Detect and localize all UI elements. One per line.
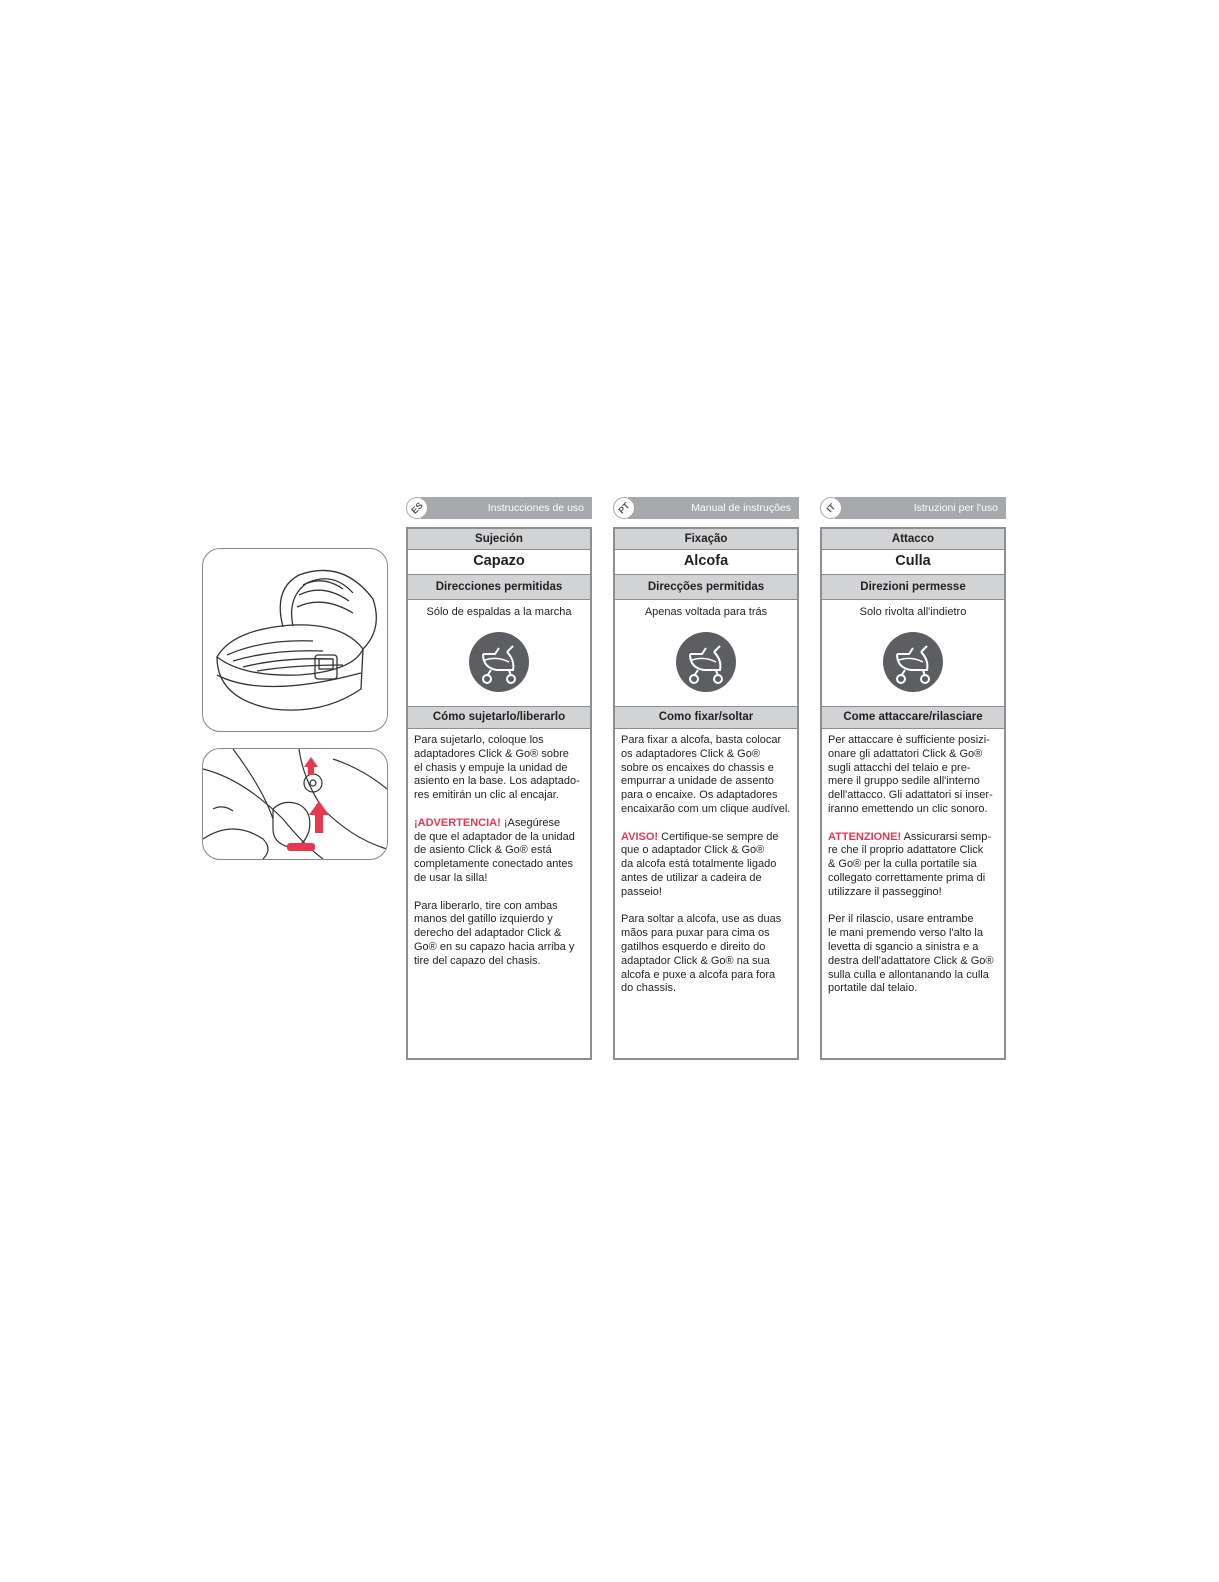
column-es	[406, 497, 592, 1060]
warning-paragraph	[828, 831, 999, 900]
column-it	[820, 497, 1006, 1060]
attach-paragraph: Para sujetarlo, coloque los adaptadores Click & Go® sobre el chasis y empuje la unidad de asiento en la base. Los adaptado- res emitirán un clic al encajar.	[414, 734, 580, 802]
section-header: Attacco	[822, 529, 1004, 550]
instruction-body	[615, 729, 797, 996]
instruction-box	[406, 527, 592, 1060]
directions-header: Direzioni permesse	[822, 575, 1004, 600]
direction-text: Sólo de espaldas a la marcha	[426, 606, 572, 618]
instruction-box	[820, 527, 1006, 1060]
product-title: Capazo	[408, 550, 590, 575]
direction-text: Solo rivolta all'indietro	[859, 606, 967, 618]
carrycot-illustration	[202, 548, 388, 732]
language-tab-title: Manual de instruções	[691, 502, 791, 514]
direction-text: Apenas voltada para trás	[644, 606, 768, 618]
section-header: Sujeción	[408, 529, 590, 550]
language-code-badge: IT	[815, 492, 846, 523]
instruction-body	[408, 729, 590, 969]
directions-box	[822, 600, 1004, 707]
language-code-badge: PT	[608, 492, 639, 523]
warning-text: ¡Asegúrese de que el adaptador de la unidad de asiento Click & Go® está completamente conectado antes de usar la silla!	[414, 816, 575, 884]
language-tab	[406, 497, 592, 519]
language-tab-title: Istruzioni per l'uso	[913, 502, 998, 514]
directions-box	[408, 600, 590, 707]
instruction-body	[822, 729, 1004, 996]
directions-header: Direcções permitidas	[615, 575, 797, 600]
warning-text: Assicurarsi semp- re che il proprio adattatore Click & Go® per la culla portatile sia collegato correttamente prima di utilizzare il passeggino!	[828, 830, 991, 898]
section-header: Fixação	[615, 529, 797, 550]
adapter-illustration	[202, 748, 388, 860]
rear-facing-stroller-icon	[883, 632, 943, 692]
product-title: Alcofa	[615, 550, 797, 575]
column-pt	[613, 497, 799, 1060]
carrycot-icon	[203, 549, 387, 731]
warning-paragraph	[621, 831, 792, 900]
language-tab	[820, 497, 1006, 519]
attach-paragraph: Per attaccare è sufficiente posizi- onare gli adattatori Click & Go® sugli attacchi del telaio e pre- mere il gruppo sedile all'interno dell'attacco. Gli adattatori si inser- iranno emettendo un clic sonoro.	[828, 734, 993, 815]
instruction-box	[613, 527, 799, 1060]
release-paragraph: Para soltar a alcofa, use as duas mãos para puxar para cima os gatilhos esquerdo e direito do adaptador Click & Go® na sua alcofa e puxe a alcofa para fora do chassis.	[621, 913, 782, 995]
rear-facing-stroller-icon	[469, 632, 529, 692]
warning-text: Certifique-se sempre de que o adaptador Click & Go® da alcofa está totalmente ligado antes de utilizar a cadeira de passeio!	[621, 830, 779, 898]
rear-facing-stroller-icon	[676, 632, 736, 692]
directions-box	[615, 600, 797, 707]
warning-label: AVISO!	[621, 830, 659, 843]
warning-label: ¡ADVERTENCIA!	[414, 816, 501, 829]
attach-paragraph: Para fixar a alcofa, basta colocar os adaptadores Click & Go® sobre os encaixes do chassis e empurrar a unidade de assento para o encaixe. Os adaptadores encaixarão com um clique audível.	[621, 734, 791, 815]
howto-header: Como fixar/soltar	[615, 707, 797, 729]
release-paragraph: Per il rilascio, usare entrambe le mani premendo verso l'alto la levetta di sgancio a sinistra e a destra dell'adattatore Click & Go® sulla culla e allontanando la culla portatile dal telaio.	[828, 913, 994, 995]
language-code-badge: ES	[401, 492, 432, 523]
warning-label: ATTENZIONE!	[828, 830, 902, 843]
warning-paragraph	[414, 817, 585, 886]
product-title: Culla	[822, 550, 1004, 575]
howto-header: Cómo sujetarlo/liberarlo	[408, 707, 590, 729]
release-paragraph: Para liberarlo, tire con ambas manos del gatillo izquierdo y derecho del adaptador Click & Go® en su capazo hacia arriba y tire del capazo del chasis.	[414, 899, 575, 967]
directions-header: Direcciones permitidas	[408, 575, 590, 600]
click-go-adapter-icon	[203, 749, 387, 859]
howto-header: Come attaccare/rilasciare	[822, 707, 1004, 729]
language-tab	[613, 497, 799, 519]
language-tab-title: Instrucciones de uso	[487, 502, 584, 514]
